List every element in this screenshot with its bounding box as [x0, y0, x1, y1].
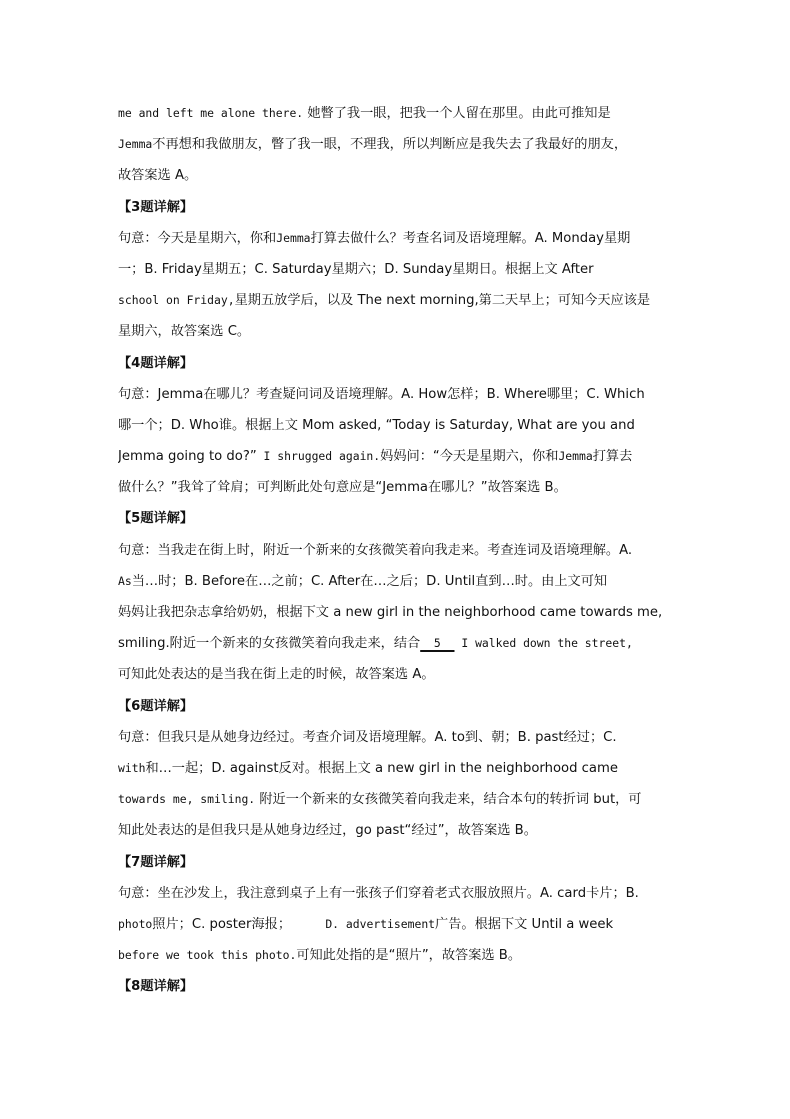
- text-line: [118, 379, 678, 410]
- line-segment: 【4题详解】: [118, 355, 194, 371]
- line-segment: 【8题详解】: [118, 979, 194, 995]
- text-line: [118, 535, 678, 566]
- text-line: [118, 566, 678, 597]
- line-segment: 句意：今天是星期六，你和: [118, 230, 277, 246]
- line-segment: 星期日。根据上文 After: [452, 261, 594, 277]
- line-segment: I walked down the street,: [454, 636, 633, 651]
- line-segment: 知此处表达的是但我只是从她身边经过，go past: [118, 823, 405, 839]
- line-segment: 哪里；C. Which: [546, 386, 645, 402]
- section-heading: [118, 503, 678, 534]
- text-line: [118, 909, 678, 940]
- text-line: [118, 878, 678, 909]
- text-line: [118, 940, 678, 971]
- line-segment: 哪一个；D. Who: [118, 417, 219, 433]
- line-segment: 在…之前；C. After: [245, 573, 361, 589]
- line-segment: before we took this photo.: [118, 948, 297, 963]
- line-segment: 一；B. Friday: [118, 261, 202, 277]
- line-segment: D. advertisement: [291, 916, 436, 931]
- section-heading: [118, 847, 678, 878]
- line-segment: 当…时；B. Before: [131, 573, 246, 589]
- line-segment: 附近一个新来的女孩微笑着向我走来，结合本句的转折词 but，可: [255, 792, 642, 808]
- line-segment: 句意：Jemma: [118, 386, 204, 402]
- line-segment: 反对。根据上文 a new girl in the neighborhood came: [278, 760, 618, 776]
- line-segment: 星期: [603, 230, 631, 246]
- line-segment: 不再想和我做朋友，瞥了我一眼，不理我，所以判断应是我失去了我最好的朋友，: [152, 137, 628, 153]
- text-line: [118, 628, 678, 659]
- line-segment: 句意：当我走在街上时，附近一个新来的女孩微笑着向我走来。考查连词及语境理解。A.: [118, 542, 633, 558]
- answer-blank: 5: [420, 636, 455, 651]
- text-line: [118, 316, 678, 347]
- line-segment: 海报；: [251, 916, 292, 932]
- line-segment: school on Friday,: [118, 293, 235, 308]
- text-line: [118, 472, 678, 503]
- line-segment: 在…之后；D. Until: [360, 573, 476, 589]
- line-segment: 打算去做什么？考查名词及语境理解。A. Monday: [310, 230, 604, 246]
- line-segment: I shrugged again.: [256, 449, 381, 464]
- section-heading: [118, 691, 678, 722]
- line-segment: 【3题详解】: [118, 199, 194, 215]
- line-segment: 可知此处表达的是当我在街上走的时候，故答案选 A。: [118, 667, 435, 683]
- text-line: [118, 160, 678, 191]
- line-segment: 谁。根据上文 Mom asked,: [218, 417, 386, 433]
- line-segment: Jemma going to do?”: [118, 449, 257, 465]
- line-segment: “经过”，故答案选 B。: [404, 823, 537, 839]
- text-line: [118, 753, 678, 784]
- line-segment: 照片；C. poster: [152, 916, 252, 932]
- text-line: [118, 659, 678, 690]
- line-segment: with: [118, 760, 146, 775]
- line-segment: 句意：但我只是从她身边经过。考查介词及语境理解。A. to: [118, 729, 465, 745]
- text-line: [118, 285, 678, 316]
- line-segment: 可知此处指的是“照片”，故答案选 B。: [296, 948, 522, 964]
- section-heading: [118, 971, 678, 1002]
- section-heading: [118, 348, 678, 379]
- line-segment: 星期六，故答案选 C。: [118, 324, 251, 340]
- line-segment: 妈妈让我把杂志拿给奶奶，根据下文 a new girl in the neighborhood came towards me,: [118, 605, 663, 620]
- line-segment: 第二天早上；可知今天应该是: [478, 293, 651, 309]
- line-segment: 经过；C.: [563, 729, 617, 745]
- line-segment: 卡片；B.: [586, 885, 639, 901]
- text-line: [118, 98, 678, 129]
- line-segment: 直到…时。由上文可知: [475, 573, 608, 589]
- line-segment: As: [118, 573, 132, 588]
- line-segment: 句意：坐在沙发上，我注意到桌子上有一张孩子们穿着老式衣服放照片。A. card: [118, 885, 587, 901]
- line-segment: Jemma: [118, 137, 153, 152]
- text-line: [118, 722, 678, 753]
- line-segment: 【7题详解】: [118, 854, 194, 870]
- section-heading: [118, 192, 678, 223]
- text-line: [118, 784, 678, 815]
- line-segment: 星期五；C. Saturday: [201, 261, 332, 277]
- line-segment: 怎样；B. Where: [447, 386, 547, 402]
- line-segment: photo: [118, 916, 153, 931]
- line-segment: 广告。根据下文 Until a week: [435, 916, 614, 932]
- line-segment: smiling.附近一个新来的女孩微笑着向我走来，结合: [118, 636, 421, 652]
- line-segment: 到、朝；B. past: [464, 729, 564, 745]
- line-segment: 在哪儿？”故答案选 B。: [428, 480, 567, 496]
- text-line: [118, 597, 678, 628]
- line-segment: 【5题详解】: [118, 511, 194, 527]
- line-segment: 和…一起；D. against: [145, 760, 279, 776]
- line-segment: 妈妈问：“今天是星期六，你和: [380, 449, 559, 465]
- line-segment: 打算去: [592, 449, 633, 465]
- line-segment: me and left me alone there.: [118, 106, 304, 120]
- line-segment: 做什么？”我耸了耸肩；可判断此处句意应是“Jemma: [118, 480, 429, 496]
- text-line: [118, 410, 678, 441]
- line-segment: 星期六；D. Sunday: [331, 261, 453, 277]
- text-line: [118, 254, 678, 285]
- line-segment: 在哪儿？考查疑问词及语境理解。A. How: [203, 386, 448, 402]
- text-line: [118, 441, 678, 472]
- line-segment: Jemma: [558, 449, 593, 464]
- line-segment: Jemma: [276, 230, 311, 245]
- document-page: [118, 98, 678, 1002]
- text-line: [118, 129, 678, 160]
- line-segment: 【6题详解】: [118, 698, 194, 714]
- line-segment: “Today is Saturday, What are you and: [385, 417, 635, 433]
- text-line: [118, 223, 678, 254]
- line-segment: 她瞥了我一眼，把我一个人留在那里。由此可推知是: [303, 106, 611, 121]
- text-line: [118, 815, 678, 846]
- line-segment: towards me, smiling.: [118, 792, 256, 807]
- line-segment: 故答案选 A。: [118, 168, 198, 184]
- line-segment: 星期五放学后，以及 The next morning,: [234, 293, 479, 309]
